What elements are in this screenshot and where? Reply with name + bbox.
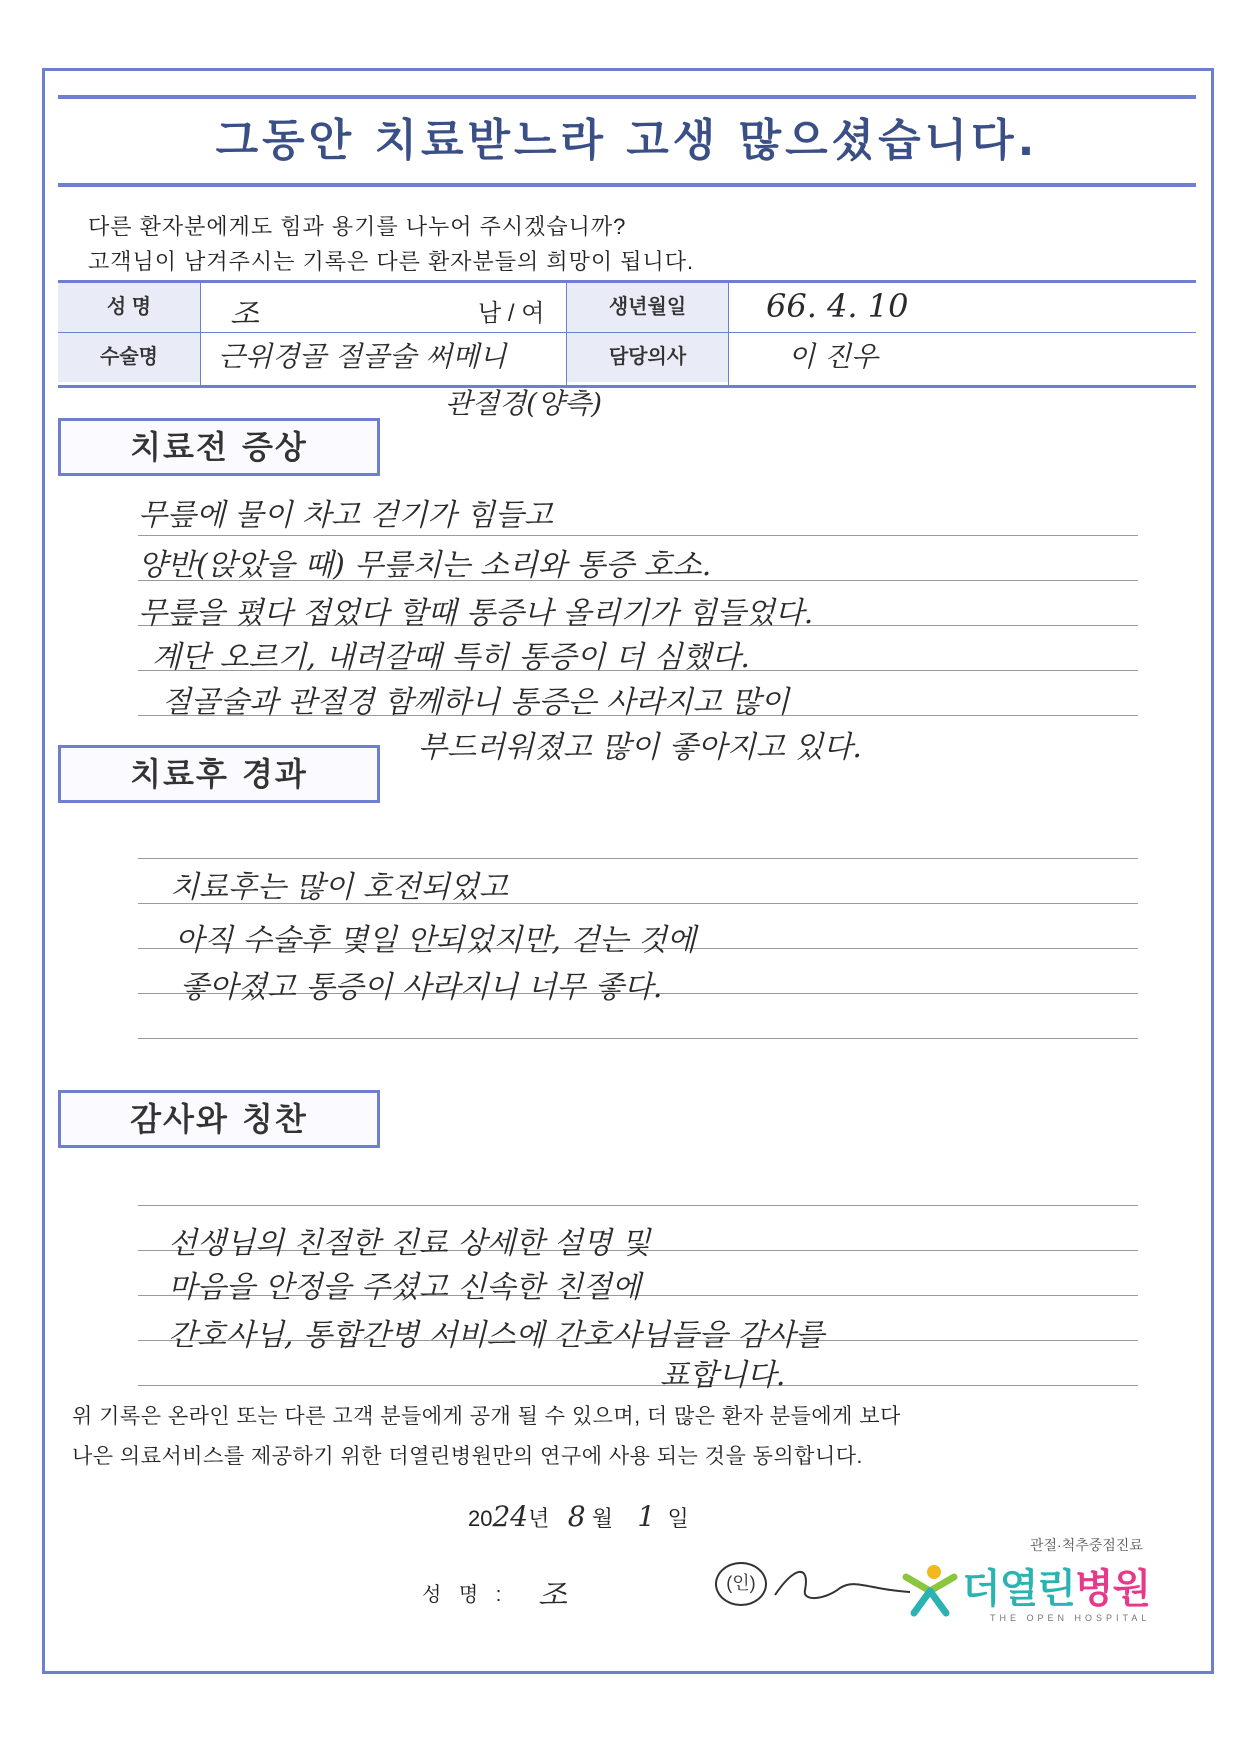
- section-heading-after-text: 치료후 경과: [130, 755, 308, 793]
- date-year-label: 년: [528, 1506, 550, 1531]
- info-col-divider: [200, 283, 201, 385]
- section-heading-thanks: [58, 1090, 380, 1148]
- section-heading-after: [58, 745, 380, 803]
- before-line-4: 계단 오르기, 내려갈때 특히 통증이 더 심했다.: [152, 640, 750, 675]
- consent-line-2: 나은 의료서비스를 제공하기 위한 더열린병원만의 연구에 사용 되는 것을 동의합니다.: [72, 1445, 863, 1468]
- logo-name-main: 더열린: [962, 1566, 1075, 1612]
- date-year: 24: [492, 1500, 529, 1533]
- thanks-line-1: 선생님의 친절한 진료 상세한 설명 및: [168, 1226, 651, 1261]
- signature-name: 조: [538, 1578, 567, 1613]
- name-value: 조: [230, 297, 259, 332]
- section-heading-thanks-text: 감사와 칭찬: [130, 1100, 308, 1138]
- logo-name-accent: 병원: [1074, 1566, 1151, 1612]
- after-line-1: 치료후는 많이 호전되었고: [170, 870, 508, 905]
- intro-line-1: 다른 환자분에게도 힘과 용기를 나누어 주시겠습니까?: [88, 214, 627, 239]
- surgery-label: 수술명: [58, 333, 200, 382]
- section-heading-before: [58, 418, 380, 476]
- ruled-line: [138, 858, 1138, 859]
- date-day-label: 일: [667, 1506, 689, 1531]
- ruled-line: [138, 1205, 1138, 1206]
- date-day: 1: [637, 1500, 656, 1533]
- before-line-3: 무릎을 폈다 접었다 할때 통증나 올리기가 힘들었다.: [138, 596, 814, 631]
- thanks-line-2: 마음을 안정을 주셨고 신속한 친절에: [168, 1270, 641, 1305]
- surgery-value: 근위경골 절골술 써메니: [218, 340, 507, 373]
- section-heading-before-text: 치료전 증상: [130, 428, 308, 466]
- doctor-label: 담당의사: [567, 333, 728, 382]
- title-rule-bottom: [58, 183, 1196, 187]
- seal-mark: (인): [715, 1562, 767, 1606]
- before-line-1: 무릎에 물이 차고 걷기가 힘들고: [138, 498, 553, 533]
- after-line-3: 좋아졌고 통증이 사라지니 너무 좋다.: [180, 970, 663, 1005]
- consent-line-1: 위 기록은 온라인 또는 다른 고객 분들에게 공개 될 수 있으며, 더 많은 환자 분들에게 보다: [72, 1405, 901, 1428]
- logo-tagline: 관절·척추중점진료: [1030, 1537, 1143, 1553]
- logo-name: [962, 1557, 1150, 1614]
- surgery-value-line2: 관절경(양측): [445, 387, 603, 420]
- ruled-line: [138, 1038, 1138, 1039]
- signature-scribble: [770, 1560, 920, 1610]
- ruled-line: [138, 1385, 1138, 1386]
- ruled-line: [138, 535, 1138, 536]
- name-label: 성 명: [58, 283, 200, 332]
- title-bar: [58, 95, 1196, 187]
- logo-figure-icon: [900, 1563, 960, 1618]
- before-line-2: 양반(앉았을 때) 무릎치는 소리와 통증 호소.: [138, 548, 712, 583]
- gender-label: 남 / 여: [478, 300, 545, 327]
- after-line-2: 아직 수술후 몇일 안되었지만, 걷는 것에: [175, 923, 696, 958]
- signature-label: 성 명 :: [422, 1584, 508, 1606]
- birth-value: 66. 4. 10: [766, 287, 909, 325]
- thanks-line-4: 표합니다.: [660, 1358, 786, 1393]
- hospital-logo: [900, 1535, 1180, 1635]
- thanks-line-3: 간호사님, 통합간병 서비스에 간호사님들을 감사를: [168, 1318, 825, 1353]
- date-month-label: 월: [591, 1506, 613, 1531]
- info-col-divider: [728, 283, 729, 385]
- doctor-value: 이 진우: [788, 340, 879, 373]
- date-prefix: 20: [468, 1506, 493, 1531]
- page-title: 그동안 치료받느라 고생 많으셨습니다.: [215, 115, 1039, 166]
- date-line: [468, 1500, 689, 1533]
- patient-info-table: [58, 280, 1196, 388]
- intro-line-2: 고객님이 남겨주시는 기록은 다른 환자분들의 희망이 됩니다.: [88, 249, 695, 274]
- logo-subtitle: THE OPEN HOSPITAL: [990, 1613, 1151, 1623]
- date-month: 8: [567, 1500, 586, 1533]
- birth-label: 생년월일: [567, 283, 728, 332]
- before-line-5: 절골술과 관절경 함께하니 통증은 사라지고 많이: [162, 685, 790, 720]
- before-line-6: 부드러워졌고 많이 좋아지고 있다.: [418, 730, 862, 765]
